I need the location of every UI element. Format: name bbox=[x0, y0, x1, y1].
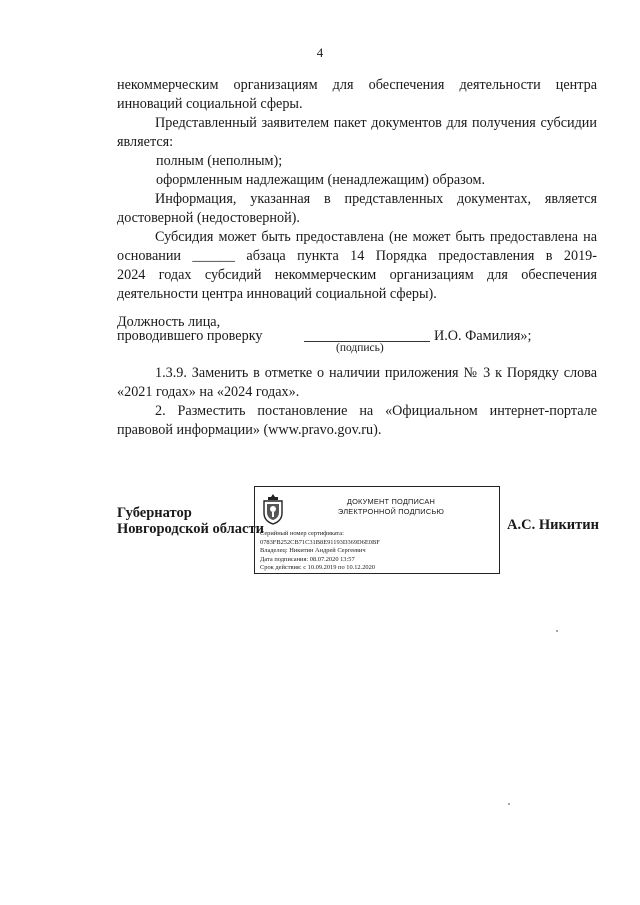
inspector-position-line-2: проводившего проверку bbox=[117, 328, 263, 344]
amendment-1-line-2: «2021 годах» на «2024 годах». bbox=[117, 384, 300, 400]
stamp-title bbox=[291, 497, 491, 517]
paragraph-4-line-1: Субсидия может быть предоставлена (не может быть предоставлена на bbox=[155, 229, 597, 245]
stamp-serial-label: Серийный номер сертификата: bbox=[260, 530, 344, 537]
governor-title-line-1: Губернатор bbox=[117, 505, 192, 521]
stamp-owner: Владелец: Никитин Андрей Сергеевич bbox=[260, 547, 366, 555]
stamp-title-line-2: ЭЛЕКТРОННОЙ ПОДПИСЬЮ bbox=[337, 507, 445, 516]
paragraph-1-line-2: инноваций социальной сферы. bbox=[117, 96, 303, 112]
coat-of-arms-icon bbox=[261, 493, 285, 525]
list-item-full: полным (неполным); bbox=[156, 153, 283, 169]
governor-name: А.С. Никитин bbox=[507, 517, 599, 533]
inspector-position-line-1: Должность лица, bbox=[117, 314, 221, 330]
scan-speck bbox=[508, 803, 510, 805]
scan-speck bbox=[556, 630, 558, 632]
paragraph-4-line-3: 2024 годах субсидий некоммерческим организациям для обеспечения bbox=[117, 267, 597, 283]
inspector-name: И.О. Фамилия»; bbox=[434, 328, 532, 344]
list-item-proper: оформленным надлежащим (ненадлежащим) образом. bbox=[156, 172, 486, 188]
stamp-details bbox=[260, 530, 380, 573]
stamp-signed-date: Дата подписания: 08.07.2020 13:57 bbox=[260, 555, 355, 563]
paragraph-2-line-1: Представленный заявителем пакет документов для получения субсидии bbox=[155, 115, 597, 131]
paragraph-4-line-4: деятельности центра инноваций социальной сферы). bbox=[117, 286, 437, 302]
paragraph-2-line-2: является: bbox=[117, 134, 174, 150]
paragraph-3-line-1: Информация, указанная в представленных документах, является bbox=[155, 191, 597, 207]
paragraph-3-line-2: достоверной (недостоверной). bbox=[117, 210, 300, 226]
stamp-serial-value: 0783FB252CB71C31B8E91193D369D6E0BF bbox=[260, 538, 380, 546]
stamp-validity: Срок действия: с 10.09.2019 по 10.12.2020 bbox=[260, 564, 376, 572]
amendment-2-line-2: правовой информации» (www.pravo.gov.ru). bbox=[117, 422, 382, 438]
stamp-title-line-1: ДОКУМЕНТ ПОДПИСАН bbox=[346, 497, 436, 506]
amendment-1-line-1: 1.3.9. Заменить в отметке о наличии приложения № 3 к Порядку слова bbox=[155, 365, 597, 381]
paragraph-4-line-2: основании ______ абзаца пункта 14 Порядка предоставления в 2019- bbox=[117, 248, 597, 264]
signature-caption: (подпись) bbox=[336, 342, 384, 354]
paragraph-1-line-1: некоммерческим организациям для обеспечения деятельности центра bbox=[117, 77, 597, 93]
page-number: 4 bbox=[316, 45, 324, 60]
amendment-2-line-1: 2. Разместить постановление на «Официальном интернет-портале bbox=[155, 403, 597, 419]
governor-title bbox=[117, 505, 264, 537]
governor-title-line-2: Новгородской области bbox=[117, 521, 264, 537]
electronic-signature-stamp bbox=[254, 486, 500, 574]
